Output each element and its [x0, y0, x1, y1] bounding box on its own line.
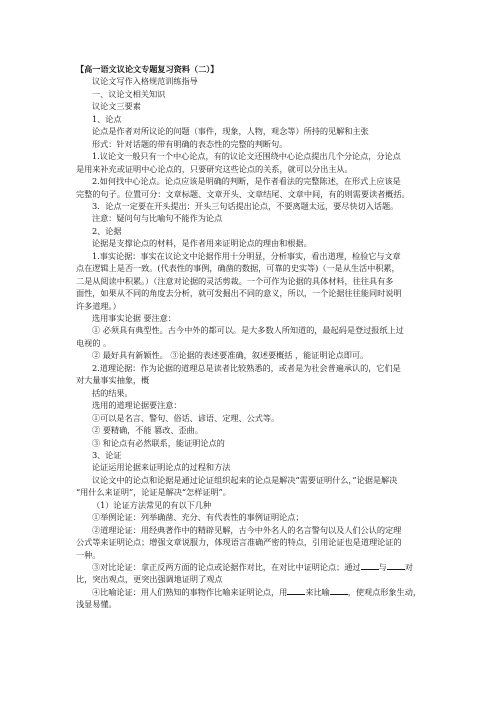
- text-line: [76, 164, 438, 174]
- text-line: [92, 475, 438, 485]
- line-text: ④比喻论证：用人们熟知的事物作比喻来证明论点，用: [92, 586, 288, 597]
- line-text: ③ 和论点有必然联系，能证明论点的: [92, 437, 225, 448]
- text-line: [92, 226, 438, 236]
- line-text: ①举例论证：列举确凿、充分、有代表性的事例证明论点；: [92, 512, 304, 523]
- text-line: [92, 438, 438, 448]
- text-line: [76, 487, 438, 497]
- line-text: 电视的 。: [76, 337, 112, 348]
- text-line: [92, 450, 438, 460]
- text-line: [92, 114, 438, 124]
- line-text: 浅显易懂。: [76, 599, 117, 610]
- line-text: 论点是作者对所议论的问题（事件，现象，人物，观念等）所持的见解和主张: [92, 126, 369, 137]
- text-line: [92, 76, 438, 86]
- line-text: 二是从阅读中积累。）（注意对论据的灵活剪裁。一个可作为论据的具体材料，往往具有多: [76, 275, 394, 286]
- fill-blank: [387, 562, 405, 570]
- fill-blank: [361, 562, 379, 570]
- line-text: 一种。: [76, 549, 101, 560]
- line-text: ① 必须具有典型性。古今中外的都可以。是大多数人所知道的，最起码是登过报纸上过: [92, 325, 404, 336]
- line-text: 议论文中的论点和论据是通过论证组织起来的论点是解决“需要证明什么，”论据是解决: [92, 474, 398, 485]
- line-text: 1.议论文一般只有一个中心论点，有的议论文还围绕中心论点提出几个分论点，分论点: [92, 151, 401, 162]
- line-text: ②道理论证：用经典著作中的精辟见解，古今中外名人的名言警句以及人们公认的定理: [92, 524, 402, 535]
- text-line: [92, 400, 438, 410]
- text-line: [92, 238, 438, 248]
- text-line: [76, 550, 438, 560]
- text-line: [92, 313, 438, 323]
- line-text: 一、议论文相关知识: [92, 88, 166, 99]
- line-text: ③对比论证：拿正反两方面的论点或论据作对比，在对比中证明论点；通过: [92, 562, 361, 572]
- line-text-mid: 与: [378, 562, 387, 572]
- line-text: “用什么来证明”，论证是解决“怎样证明”。: [76, 487, 231, 498]
- fill-blank: [287, 587, 305, 595]
- line-text: 注意：疑问句与比喻句不能作为论点: [92, 213, 223, 224]
- text-line: [92, 325, 438, 335]
- line-text: ①可以是名言、警句、俗话、谚语、定理、公式等。: [92, 412, 280, 423]
- text-line: [76, 263, 438, 273]
- text-line: [76, 189, 438, 199]
- line-text: 括的结果。: [92, 387, 133, 398]
- line-text-tail: 对: [404, 562, 413, 572]
- line-text-tail: ，使观点形象生动，: [347, 586, 421, 597]
- line-text: 选用事实论据 要注意：: [92, 313, 176, 323]
- text-line: [92, 213, 438, 223]
- line-text: 形式：针对话题的带有明确的表态性的完整的判断句。: [92, 138, 288, 149]
- text-line: [92, 425, 438, 435]
- line-text: ② 要精确，不能 篡改、歪曲。: [92, 425, 203, 436]
- line-text: 选用的道理论据要注意：: [92, 400, 182, 411]
- text-line: [92, 126, 438, 136]
- line-text: 2.如何找中心论点。论点应该是明确的判断，是作者看法的完整陈述，在形式上应该是: [92, 176, 401, 187]
- text-line: [76, 288, 438, 298]
- text-line: [92, 462, 438, 472]
- text-line: [76, 375, 438, 385]
- text-line: [92, 562, 438, 572]
- line-text: 完整的句子。位置可分：文章标题、文章开头、文章结尾、文章中间，有的则需要读者概括。: [76, 188, 410, 199]
- line-text: 2.道理论据：作为论据的道理总是读者比较熟悉的，或者是为社会普遍承认的，它们是: [92, 362, 401, 373]
- text-line: [76, 276, 438, 286]
- document-title: [76, 64, 438, 74]
- line-text: 许多道理。）: [76, 300, 121, 311]
- line-text: 议论文写作入格规范训练指导: [92, 76, 198, 87]
- text-line: [76, 537, 438, 547]
- line-text: 公式等来证明论点；增强文章说服力，体现语言准确严密的特点，引用论证也是道理论证的: [76, 537, 402, 548]
- line-text: 论据是支撑论点的材料，是作者用来证明论点的理由和根据。: [92, 238, 312, 249]
- line-text: 3．论点一定要在开头提出：开头三句话提出论点，不要离题太远，要尽快切入话题。: [92, 200, 399, 211]
- text-line: [76, 574, 438, 584]
- line-text: 1、论点: [92, 113, 122, 124]
- text-line: [92, 251, 438, 261]
- text-line: [92, 89, 438, 99]
- text-line: [92, 500, 438, 510]
- line-text: 【高一语文议论文专题复习资料（二）】: [76, 64, 219, 74]
- text-line: [92, 413, 438, 423]
- text-line: [76, 301, 438, 311]
- line-text: ② 最好具有新颖性。 ③论据的表述要准确，叙述要概括 ，能证明论点即可。: [92, 350, 369, 361]
- line-text: 对大量事实抽象，概: [76, 375, 150, 386]
- line-text: 论证运用论据来证明论点的过程和方法: [92, 462, 231, 473]
- text-line: [92, 201, 438, 211]
- text-line: [92, 388, 438, 398]
- text-line: [92, 101, 438, 111]
- text-line: [92, 350, 438, 360]
- line-text: 是用来补充或证明中心论点的，只要研究这些论点的关系，就可以分出主从。: [76, 163, 353, 174]
- fill-blank: [330, 587, 348, 595]
- text-line: [92, 512, 438, 522]
- line-text: 1.事实论据：事实在议论文中论据作用十分明显，分析事实，看出道理，检验它与文章: [92, 250, 401, 261]
- text-line: [76, 338, 438, 348]
- line-text: 议论文三要素: [92, 101, 141, 112]
- line-text: 比，突出观点，更突出强调地证明了观点: [76, 574, 223, 585]
- text-line: [92, 176, 438, 186]
- line-text: 点在逻辑上是否一致。(代表性的事例，确凿的数据，可靠的史实等)（一是从生活中积累，: [76, 263, 400, 274]
- line-text: 2、论据: [92, 225, 122, 236]
- text-line: [76, 599, 438, 609]
- text-line: [92, 151, 438, 161]
- text-line: [92, 139, 438, 149]
- line-text: 面性，如果从不同的角度去分析，就可发掘出不同的意义，所以，一个论据往往能同时说明: [76, 288, 402, 299]
- text-line: [92, 363, 438, 373]
- text-line: [92, 587, 438, 597]
- line-text: 3、论证: [92, 449, 122, 460]
- text-line: [92, 525, 438, 535]
- line-text-mid: 来比喻: [305, 586, 330, 597]
- line-text: （1）论证方法常见的有以下几种: [92, 499, 212, 510]
